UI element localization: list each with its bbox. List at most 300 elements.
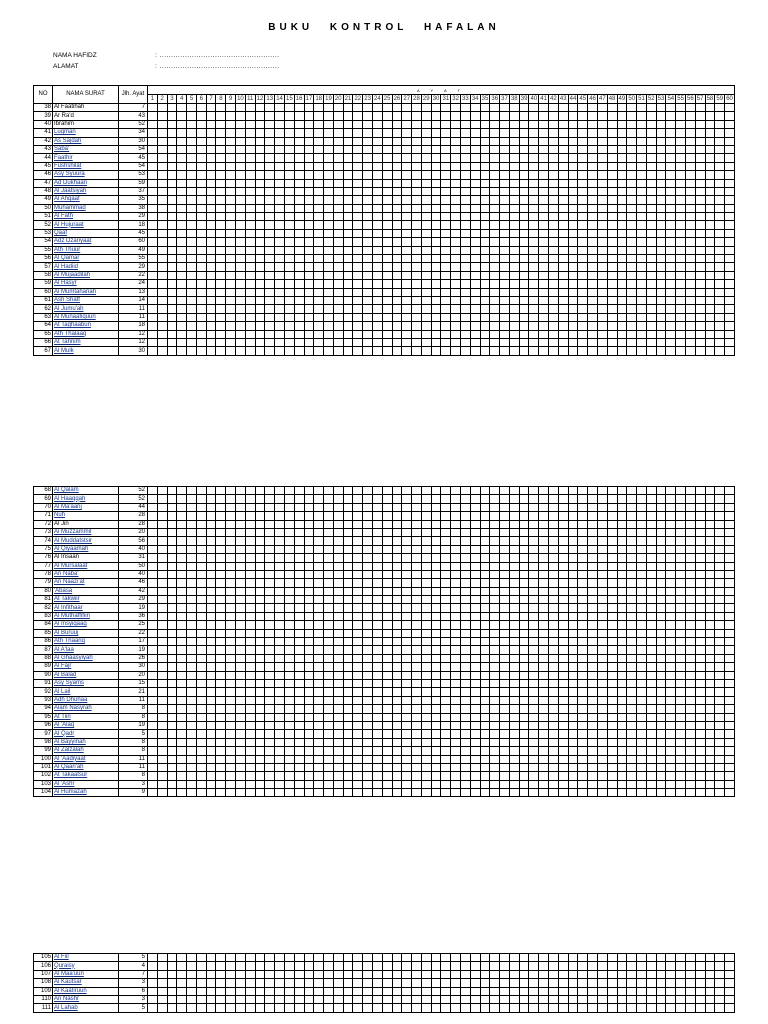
ayat-check-cell[interactable] — [656, 162, 666, 170]
ayat-check-cell[interactable] — [539, 663, 549, 671]
ayat-check-cell[interactable] — [275, 330, 285, 338]
ayat-check-cell[interactable] — [685, 187, 695, 195]
ayat-check-cell[interactable] — [187, 112, 197, 120]
ayat-check-cell[interactable] — [402, 213, 412, 221]
ayat-check-cell[interactable] — [157, 995, 167, 1003]
ayat-check-cell[interactable] — [196, 528, 206, 536]
ayat-check-cell[interactable] — [637, 612, 647, 620]
ayat-check-cell[interactable] — [421, 755, 431, 763]
ayat-check-cell[interactable] — [324, 162, 334, 170]
ayat-check-cell[interactable] — [216, 738, 226, 746]
ayat-check-cell[interactable] — [695, 154, 705, 162]
ayat-check-cell[interactable] — [441, 730, 451, 738]
ayat-check-cell[interactable] — [490, 663, 500, 671]
ayat-check-cell[interactable] — [607, 330, 617, 338]
ayat-check-cell[interactable] — [353, 296, 363, 304]
ayat-check-cell[interactable] — [148, 271, 158, 279]
ayat-check-cell[interactable] — [480, 954, 490, 962]
ayat-check-cell[interactable] — [363, 579, 373, 587]
ayat-check-cell[interactable] — [656, 738, 666, 746]
ayat-check-cell[interactable] — [441, 596, 451, 604]
ayat-check-cell[interactable] — [656, 246, 666, 254]
ayat-check-cell[interactable] — [480, 789, 490, 797]
ayat-check-cell[interactable] — [519, 772, 529, 780]
ayat-check-cell[interactable] — [412, 629, 422, 637]
ayat-check-cell[interactable] — [177, 654, 187, 662]
ayat-check-cell[interactable] — [588, 713, 598, 721]
ayat-check-cell[interactable] — [549, 579, 559, 587]
ayat-check-cell[interactable] — [685, 154, 695, 162]
ayat-check-cell[interactable] — [353, 162, 363, 170]
ayat-check-cell[interactable] — [500, 263, 510, 271]
ayat-check-cell[interactable] — [558, 612, 568, 620]
ayat-check-cell[interactable] — [529, 104, 539, 112]
ayat-check-cell[interactable] — [421, 338, 431, 346]
ayat-check-cell[interactable] — [539, 730, 549, 738]
ayat-check-cell[interactable] — [568, 621, 578, 629]
ayat-check-cell[interactable] — [597, 954, 607, 962]
ayat-check-cell[interactable] — [265, 587, 275, 595]
ayat-check-cell[interactable] — [167, 730, 177, 738]
ayat-check-cell[interactable] — [333, 663, 343, 671]
ayat-check-cell[interactable] — [421, 296, 431, 304]
ayat-check-cell[interactable] — [177, 347, 187, 355]
ayat-check-cell[interactable] — [441, 621, 451, 629]
ayat-check-cell[interactable] — [196, 621, 206, 629]
ayat-check-cell[interactable] — [519, 196, 529, 204]
ayat-check-cell[interactable] — [157, 970, 167, 978]
ayat-check-cell[interactable] — [304, 179, 314, 187]
ayat-check-cell[interactable] — [245, 671, 255, 679]
ayat-check-cell[interactable] — [265, 962, 275, 970]
ayat-check-cell[interactable] — [676, 679, 686, 687]
ayat-check-cell[interactable] — [284, 296, 294, 304]
ayat-check-cell[interactable] — [216, 221, 226, 229]
ayat-check-cell[interactable] — [656, 696, 666, 704]
ayat-check-cell[interactable] — [245, 554, 255, 562]
ayat-check-cell[interactable] — [372, 196, 382, 204]
ayat-check-cell[interactable] — [656, 221, 666, 229]
ayat-check-cell[interactable] — [529, 995, 539, 1003]
ayat-check-cell[interactable] — [578, 671, 588, 679]
ayat-check-cell[interactable] — [363, 954, 373, 962]
ayat-check-cell[interactable] — [451, 305, 461, 313]
ayat-check-cell[interactable] — [607, 104, 617, 112]
ayat-check-cell[interactable] — [304, 537, 314, 545]
ayat-check-cell[interactable] — [402, 187, 412, 195]
ayat-check-cell[interactable] — [500, 288, 510, 296]
ayat-check-cell[interactable] — [294, 954, 304, 962]
ayat-check-cell[interactable] — [236, 305, 246, 313]
ayat-check-cell[interactable] — [333, 679, 343, 687]
ayat-check-cell[interactable] — [627, 979, 637, 987]
ayat-check-cell[interactable] — [705, 171, 715, 179]
ayat-check-cell[interactable] — [372, 780, 382, 788]
ayat-check-cell[interactable] — [539, 487, 549, 495]
ayat-check-cell[interactable] — [363, 503, 373, 511]
ayat-check-cell[interactable] — [412, 263, 422, 271]
ayat-check-cell[interactable] — [578, 495, 588, 503]
ayat-check-cell[interactable] — [382, 679, 392, 687]
ayat-check-cell[interactable] — [509, 654, 519, 662]
ayat-check-cell[interactable] — [637, 705, 647, 713]
ayat-check-cell[interactable] — [646, 204, 656, 212]
ayat-check-cell[interactable] — [715, 713, 725, 721]
ayat-check-cell[interactable] — [519, 313, 529, 321]
surah-name[interactable]: Adz Dzariyaat — [53, 238, 119, 246]
ayat-check-cell[interactable] — [157, 780, 167, 788]
ayat-check-cell[interactable] — [656, 587, 666, 595]
ayat-check-cell[interactable] — [392, 780, 402, 788]
ayat-check-cell[interactable] — [431, 171, 441, 179]
ayat-check-cell[interactable] — [265, 154, 275, 162]
ayat-check-cell[interactable] — [314, 679, 324, 687]
ayat-check-cell[interactable] — [294, 322, 304, 330]
ayat-check-cell[interactable] — [304, 204, 314, 212]
ayat-check-cell[interactable] — [167, 755, 177, 763]
ayat-check-cell[interactable] — [490, 587, 500, 595]
ayat-check-cell[interactable] — [421, 512, 431, 520]
ayat-check-cell[interactable] — [519, 763, 529, 771]
ayat-check-cell[interactable] — [236, 987, 246, 995]
ayat-check-cell[interactable] — [236, 679, 246, 687]
ayat-check-cell[interactable] — [363, 696, 373, 704]
ayat-check-cell[interactable] — [461, 104, 471, 112]
ayat-check-cell[interactable] — [725, 503, 735, 511]
ayat-check-cell[interactable] — [187, 330, 197, 338]
ayat-check-cell[interactable] — [685, 772, 695, 780]
ayat-check-cell[interactable] — [539, 1004, 549, 1012]
ayat-check-cell[interactable] — [382, 721, 392, 729]
ayat-check-cell[interactable] — [167, 238, 177, 246]
ayat-check-cell[interactable] — [578, 179, 588, 187]
ayat-check-cell[interactable] — [226, 995, 236, 1003]
ayat-check-cell[interactable] — [236, 238, 246, 246]
surah-name[interactable]: Al Buruuj — [53, 629, 119, 637]
ayat-check-cell[interactable] — [196, 772, 206, 780]
ayat-check-cell[interactable] — [353, 663, 363, 671]
ayat-check-cell[interactable] — [539, 213, 549, 221]
ayat-check-cell[interactable] — [666, 238, 676, 246]
ayat-check-cell[interactable] — [588, 330, 598, 338]
ayat-check-cell[interactable] — [637, 313, 647, 321]
ayat-check-cell[interactable] — [519, 255, 529, 263]
ayat-check-cell[interactable] — [519, 721, 529, 729]
ayat-check-cell[interactable] — [588, 120, 598, 128]
ayat-check-cell[interactable] — [196, 1004, 206, 1012]
ayat-check-cell[interactable] — [206, 187, 216, 195]
ayat-check-cell[interactable] — [236, 537, 246, 545]
ayat-check-cell[interactable] — [480, 554, 490, 562]
ayat-check-cell[interactable] — [392, 587, 402, 595]
ayat-check-cell[interactable] — [637, 621, 647, 629]
ayat-check-cell[interactable] — [402, 171, 412, 179]
ayat-check-cell[interactable] — [363, 204, 373, 212]
ayat-check-cell[interactable] — [216, 487, 226, 495]
ayat-check-cell[interactable] — [382, 970, 392, 978]
ayat-check-cell[interactable] — [490, 503, 500, 511]
ayat-check-cell[interactable] — [177, 663, 187, 671]
ayat-check-cell[interactable] — [588, 512, 598, 520]
ayat-check-cell[interactable] — [539, 545, 549, 553]
ayat-check-cell[interactable] — [402, 621, 412, 629]
ayat-check-cell[interactable] — [255, 663, 265, 671]
ayat-check-cell[interactable] — [157, 545, 167, 553]
ayat-check-cell[interactable] — [187, 654, 197, 662]
ayat-check-cell[interactable] — [637, 554, 647, 562]
ayat-check-cell[interactable] — [177, 721, 187, 729]
ayat-check-cell[interactable] — [431, 154, 441, 162]
ayat-check-cell[interactable] — [236, 587, 246, 595]
ayat-check-cell[interactable] — [314, 545, 324, 553]
ayat-check-cell[interactable] — [725, 512, 735, 520]
ayat-check-cell[interactable] — [382, 554, 392, 562]
ayat-check-cell[interactable] — [226, 213, 236, 221]
ayat-check-cell[interactable] — [216, 705, 226, 713]
ayat-check-cell[interactable] — [324, 296, 334, 304]
ayat-check-cell[interactable] — [490, 137, 500, 145]
ayat-check-cell[interactable] — [519, 213, 529, 221]
ayat-check-cell[interactable] — [363, 562, 373, 570]
ayat-check-cell[interactable] — [236, 663, 246, 671]
ayat-check-cell[interactable] — [500, 789, 510, 797]
ayat-check-cell[interactable] — [167, 970, 177, 978]
ayat-check-cell[interactable] — [372, 129, 382, 137]
ayat-check-cell[interactable] — [353, 987, 363, 995]
ayat-check-cell[interactable] — [402, 730, 412, 738]
ayat-check-cell[interactable] — [558, 721, 568, 729]
ayat-check-cell[interactable] — [167, 688, 177, 696]
ayat-check-cell[interactable] — [148, 730, 158, 738]
ayat-check-cell[interactable] — [294, 562, 304, 570]
ayat-check-cell[interactable] — [441, 179, 451, 187]
ayat-check-cell[interactable] — [588, 789, 598, 797]
ayat-check-cell[interactable] — [568, 646, 578, 654]
ayat-check-cell[interactable] — [480, 487, 490, 495]
ayat-check-cell[interactable] — [226, 154, 236, 162]
ayat-check-cell[interactable] — [236, 520, 246, 528]
ayat-check-cell[interactable] — [324, 179, 334, 187]
ayat-check-cell[interactable] — [470, 621, 480, 629]
ayat-check-cell[interactable] — [177, 679, 187, 687]
ayat-check-cell[interactable] — [685, 537, 695, 545]
ayat-check-cell[interactable] — [196, 671, 206, 679]
ayat-check-cell[interactable] — [549, 763, 559, 771]
ayat-check-cell[interactable] — [480, 238, 490, 246]
ayat-check-cell[interactable] — [343, 322, 353, 330]
ayat-check-cell[interactable] — [509, 738, 519, 746]
ayat-check-cell[interactable] — [392, 204, 402, 212]
ayat-check-cell[interactable] — [353, 255, 363, 263]
ayat-check-cell[interactable] — [646, 545, 656, 553]
ayat-check-cell[interactable] — [500, 255, 510, 263]
ayat-check-cell[interactable] — [480, 129, 490, 137]
ayat-check-cell[interactable] — [549, 347, 559, 355]
ayat-check-cell[interactable] — [558, 213, 568, 221]
ayat-check-cell[interactable] — [236, 646, 246, 654]
ayat-check-cell[interactable] — [177, 604, 187, 612]
ayat-check-cell[interactable] — [304, 587, 314, 595]
ayat-check-cell[interactable] — [304, 979, 314, 987]
ayat-check-cell[interactable] — [695, 495, 705, 503]
ayat-check-cell[interactable] — [519, 512, 529, 520]
ayat-check-cell[interactable] — [607, 305, 617, 313]
ayat-check-cell[interactable] — [627, 238, 637, 246]
ayat-check-cell[interactable] — [363, 229, 373, 237]
surah-name[interactable]: Al Kautsar — [53, 979, 119, 987]
ayat-check-cell[interactable] — [441, 162, 451, 170]
ayat-check-cell[interactable] — [324, 654, 334, 662]
ayat-check-cell[interactable] — [206, 246, 216, 254]
ayat-check-cell[interactable] — [500, 495, 510, 503]
ayat-check-cell[interactable] — [412, 171, 422, 179]
ayat-check-cell[interactable] — [441, 738, 451, 746]
ayat-check-cell[interactable] — [519, 120, 529, 128]
ayat-check-cell[interactable] — [646, 738, 656, 746]
ayat-check-cell[interactable] — [549, 671, 559, 679]
ayat-check-cell[interactable] — [646, 196, 656, 204]
ayat-check-cell[interactable] — [304, 688, 314, 696]
ayat-check-cell[interactable] — [441, 562, 451, 570]
ayat-check-cell[interactable] — [265, 612, 275, 620]
ayat-check-cell[interactable] — [402, 713, 412, 721]
ayat-check-cell[interactable] — [637, 789, 647, 797]
ayat-check-cell[interactable] — [480, 604, 490, 612]
ayat-check-cell[interactable] — [333, 979, 343, 987]
ayat-check-cell[interactable] — [157, 255, 167, 263]
ayat-check-cell[interactable] — [314, 730, 324, 738]
ayat-check-cell[interactable] — [509, 487, 519, 495]
ayat-check-cell[interactable] — [206, 347, 216, 355]
ayat-check-cell[interactable] — [549, 313, 559, 321]
ayat-check-cell[interactable] — [294, 120, 304, 128]
ayat-check-cell[interactable] — [324, 213, 334, 221]
ayat-check-cell[interactable] — [685, 338, 695, 346]
ayat-check-cell[interactable] — [451, 772, 461, 780]
ayat-check-cell[interactable] — [646, 246, 656, 254]
ayat-check-cell[interactable] — [568, 330, 578, 338]
ayat-check-cell[interactable] — [676, 747, 686, 755]
ayat-check-cell[interactable] — [421, 554, 431, 562]
ayat-check-cell[interactable] — [695, 263, 705, 271]
ayat-check-cell[interactable] — [656, 995, 666, 1003]
ayat-check-cell[interactable] — [588, 288, 598, 296]
ayat-check-cell[interactable] — [666, 229, 676, 237]
ayat-check-cell[interactable] — [490, 154, 500, 162]
ayat-check-cell[interactable] — [324, 271, 334, 279]
ayat-check-cell[interactable] — [275, 246, 285, 254]
ayat-check-cell[interactable] — [627, 1004, 637, 1012]
ayat-check-cell[interactable] — [558, 987, 568, 995]
ayat-check-cell[interactable] — [363, 171, 373, 179]
ayat-check-cell[interactable] — [412, 562, 422, 570]
ayat-check-cell[interactable] — [500, 1004, 510, 1012]
ayat-check-cell[interactable] — [480, 629, 490, 637]
ayat-check-cell[interactable] — [167, 679, 177, 687]
ayat-check-cell[interactable] — [656, 713, 666, 721]
ayat-check-cell[interactable] — [490, 280, 500, 288]
ayat-check-cell[interactable] — [715, 229, 725, 237]
ayat-check-cell[interactable] — [480, 713, 490, 721]
ayat-check-cell[interactable] — [412, 330, 422, 338]
ayat-check-cell[interactable] — [265, 663, 275, 671]
ayat-check-cell[interactable] — [265, 171, 275, 179]
ayat-check-cell[interactable] — [314, 288, 324, 296]
ayat-check-cell[interactable] — [568, 721, 578, 729]
ayat-check-cell[interactable] — [226, 688, 236, 696]
ayat-check-cell[interactable] — [392, 604, 402, 612]
ayat-check-cell[interactable] — [451, 238, 461, 246]
ayat-check-cell[interactable] — [294, 738, 304, 746]
ayat-check-cell[interactable] — [715, 604, 725, 612]
ayat-check-cell[interactable] — [549, 330, 559, 338]
ayat-check-cell[interactable] — [529, 545, 539, 553]
ayat-check-cell[interactable] — [617, 772, 627, 780]
ayat-check-cell[interactable] — [245, 987, 255, 995]
ayat-check-cell[interactable] — [343, 179, 353, 187]
ayat-check-cell[interactable] — [597, 962, 607, 970]
ayat-check-cell[interactable] — [509, 646, 519, 654]
ayat-check-cell[interactable] — [372, 554, 382, 562]
ayat-check-cell[interactable] — [558, 621, 568, 629]
ayat-check-cell[interactable] — [725, 554, 735, 562]
ayat-check-cell[interactable] — [451, 338, 461, 346]
ayat-check-cell[interactable] — [441, 288, 451, 296]
ayat-check-cell[interactable] — [284, 305, 294, 313]
ayat-check-cell[interactable] — [480, 112, 490, 120]
ayat-check-cell[interactable] — [666, 255, 676, 263]
ayat-check-cell[interactable] — [431, 679, 441, 687]
ayat-check-cell[interactable] — [392, 104, 402, 112]
ayat-check-cell[interactable] — [490, 1004, 500, 1012]
ayat-check-cell[interactable] — [656, 663, 666, 671]
ayat-check-cell[interactable] — [187, 104, 197, 112]
ayat-check-cell[interactable] — [157, 171, 167, 179]
ayat-check-cell[interactable] — [568, 271, 578, 279]
ayat-check-cell[interactable] — [685, 705, 695, 713]
ayat-check-cell[interactable] — [539, 688, 549, 696]
ayat-check-cell[interactable] — [725, 179, 735, 187]
ayat-check-cell[interactable] — [509, 213, 519, 221]
ayat-check-cell[interactable] — [245, 705, 255, 713]
ayat-check-cell[interactable] — [617, 280, 627, 288]
ayat-check-cell[interactable] — [157, 537, 167, 545]
ayat-check-cell[interactable] — [539, 579, 549, 587]
ayat-check-cell[interactable] — [226, 1004, 236, 1012]
ayat-check-cell[interactable] — [392, 330, 402, 338]
ayat-check-cell[interactable] — [617, 537, 627, 545]
ayat-check-cell[interactable] — [627, 129, 637, 137]
ayat-check-cell[interactable] — [412, 1004, 422, 1012]
ayat-check-cell[interactable] — [157, 520, 167, 528]
ayat-check-cell[interactable] — [255, 705, 265, 713]
ayat-check-cell[interactable] — [588, 621, 598, 629]
ayat-check-cell[interactable] — [519, 629, 529, 637]
ayat-check-cell[interactable] — [646, 663, 656, 671]
ayat-check-cell[interactable] — [529, 738, 539, 746]
ayat-check-cell[interactable] — [500, 629, 510, 637]
ayat-check-cell[interactable] — [324, 696, 334, 704]
ayat-check-cell[interactable] — [725, 962, 735, 970]
ayat-check-cell[interactable] — [343, 512, 353, 520]
ayat-check-cell[interactable] — [695, 629, 705, 637]
ayat-check-cell[interactable] — [578, 187, 588, 195]
ayat-check-cell[interactable] — [646, 696, 656, 704]
ayat-check-cell[interactable] — [402, 705, 412, 713]
ayat-check-cell[interactable] — [607, 512, 617, 520]
ayat-check-cell[interactable] — [715, 120, 725, 128]
ayat-check-cell[interactable] — [695, 196, 705, 204]
